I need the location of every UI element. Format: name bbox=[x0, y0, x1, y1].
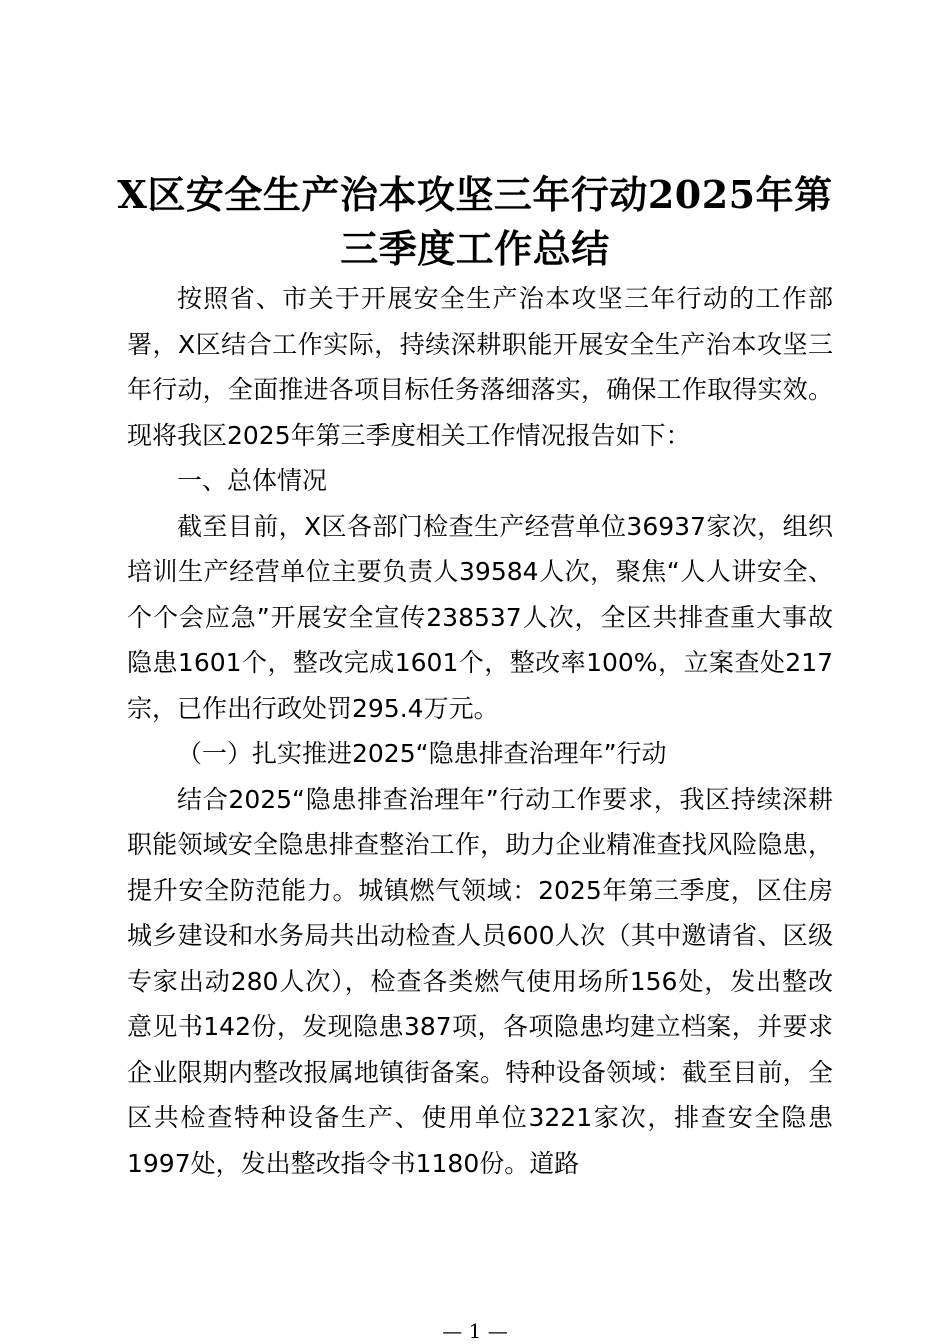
section-heading-overall: 一、总体情况 bbox=[177, 466, 328, 495]
hazard-paragraph: 结合2025“隐患排查治理年”行动工作要求，我区持续深耕职能领域安全隐患排查整治工作，助力企业精准查找风险隐患，提升安全防范能力。城镇燃气领域：2025年第三季度，区住房城乡建设和水务局共出动检查人员600人次（其中邀请省、区级专家出动280人次），检查各类燃气使用场所156处，发出整改意见书142份，发现隐患387项，各项隐患均建立档案，并要求企业限期内整改报属地镇街备案。特种设备领域：截至目前，全区共检查特种设备生产、使用单位3221家次，排查安全隐患1997处，发出整改指令书1180份。道路 bbox=[127, 784, 833, 1178]
document-title: X区安全生产治本攻坚三年行动2025年第三季度工作总结 bbox=[117, 172, 833, 271]
page-number: — 1 — bbox=[442, 1319, 508, 1343]
document-body bbox=[127, 276, 833, 1186]
subsection-heading-hazard: （一）扎实推进2025“隐患排查治理年”行动 bbox=[177, 739, 667, 768]
overall-paragraph: 截至目前，X区各部门检查生产经营单位36937家次，组织培训生产经营单位主要负责人39584人次，聚焦“人人讲安全、个个会应急”开展安全宣传238537人次，全区共排查重大事故隐患1601个，整改完成1601个，整改率100%，立案查处217宗，已作出行政处罚295.4万元。 bbox=[127, 511, 833, 723]
intro-paragraph: 按照省、市关于开展安全生产治本攻坚三年行动的工作部署，X区结合工作实际，持续深耕职能开展安全生产治本攻坚三年行动，全面推进各项目标任务落细落实，确保工作取得实效。现将我区2025年第三季度相关工作情况报告如下： bbox=[127, 284, 833, 450]
